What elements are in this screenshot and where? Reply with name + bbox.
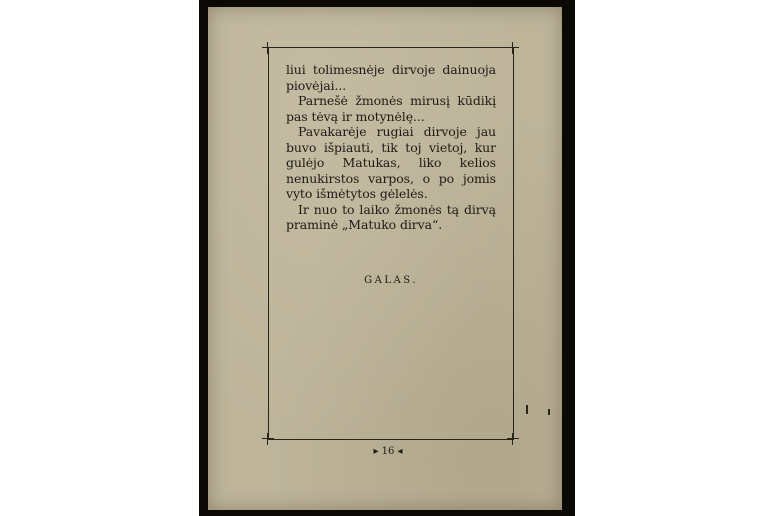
edge-mark (548, 409, 550, 415)
book-page (208, 7, 562, 510)
corner-cross-ornament (507, 42, 519, 54)
paragraph: Pavakarėje rugiai dirvoje jau buvo išpiauti, tik toj vietoj, kur gulėjo Matukas, liko kelios nenukirstos varpos, o po jomis vyto išmėtytos gėlelės. (286, 124, 496, 201)
paragraph: Ir nuo to laiko žmonės tą dirvą praminė „Matuko dirva“. (286, 201, 496, 232)
paragraph: liui tolimesnėje dirvoje dainuoja piovėjai... (286, 62, 496, 93)
corner-cross-ornament (262, 433, 274, 445)
ending-label: GALAS. (364, 275, 418, 286)
corner-cross-ornament (507, 433, 519, 445)
story-text (286, 62, 496, 233)
paragraph: Parnešė žmonės mirusį kūdikį pas tėvą ir motynėlę... (286, 93, 496, 124)
edge-mark (526, 405, 528, 414)
page-number: ▸ 16 ◂ (373, 446, 403, 457)
corner-cross-ornament (262, 42, 274, 54)
